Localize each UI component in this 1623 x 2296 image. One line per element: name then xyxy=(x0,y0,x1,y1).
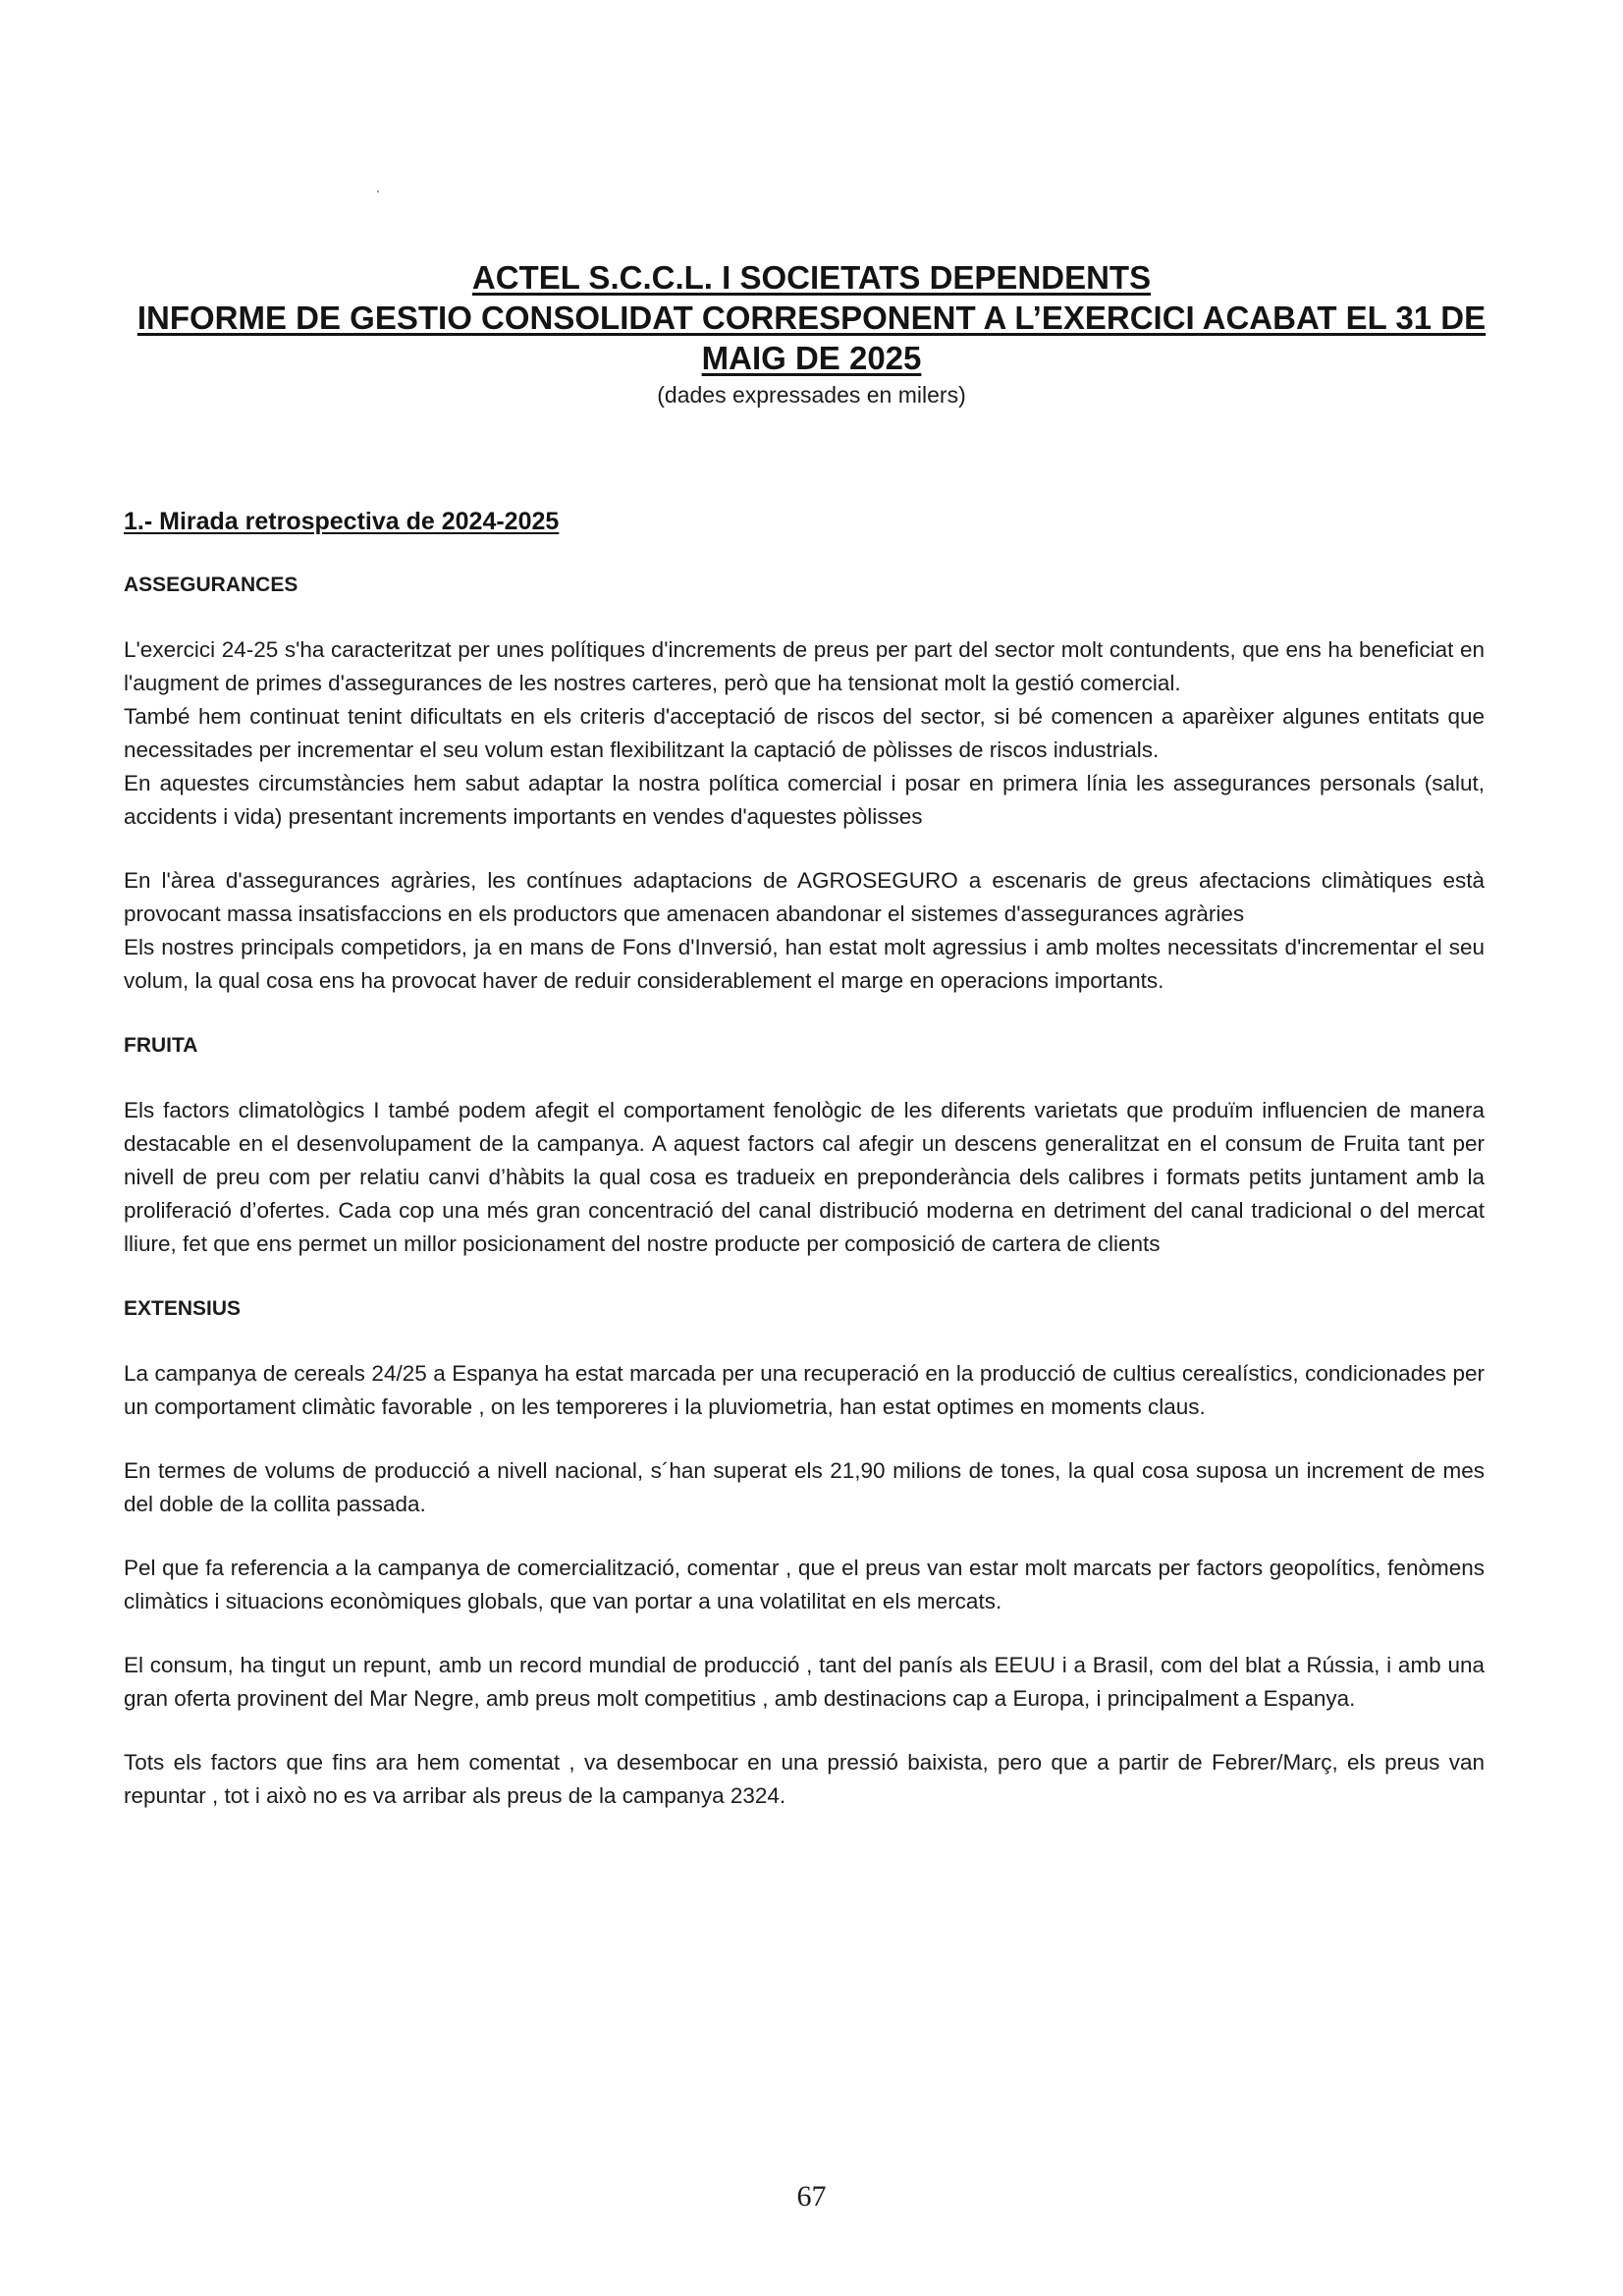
paragraph-gap xyxy=(124,1424,1485,1454)
extensius-paragraph-4: El consum, ha tingut un repunt, amb un record mundial de producció , tant del panís als EEUU i a Brasil, com del blat a Rússia, i amb una gran oferta provinent del Mar Negre, amb preus molt competitius , amb destinacions cap a Europa, i principalment a Espanya. xyxy=(124,1653,1485,1711)
paragraph-gap xyxy=(124,1618,1485,1649)
fruita-paragraph-1: Els factors climatològics I també podem afegit el comportament fenològic de les diferents varietats que produïm influencien de manera destacable en el desenvolupament de la campanya. A aquest factors cal afegir un descens generalitzat en el consum de Fruita tant per nivell de preu com per relatiu canvi d’hàbits la qual cosa es tradueix en preponderància dels calibres i formats petits juntament amb la proliferació d’ofertes. Cada cop una més gran concentració del canal distribució moderna en detriment del canal tradicional o del mercat lliure, fet que ens permet un millor posicionament del nostre producte per composició de cartera de clients xyxy=(124,1098,1485,1256)
assegurances-paragraph-2: També hem continuat tenint dificultats en els criteris d'acceptació de riscos del sector, si bé comencen a aparèixer algunes entitats que necessitades per incrementar el seu volum estan flexibilitzant la captació de pòlisses de riscos industrials. xyxy=(124,704,1485,762)
extensius-paragraph-5: Tots els factors que fins ara hem comentat , va desembocar en una pressió baixista, pero que a partir de Febrer/Març, els preus van repuntar , tot i això no es va arribar als preus de la campanya 2324. xyxy=(124,1750,1485,1808)
extensius-paragraph-3: Pel que fa referencia a la campanya de comercialització, comentar , que el preus van estar molt marcats per factors geopolítics, fenòmens climàtics i situacions econòmiques globals, que van portar a una volatilitat en els mercats. xyxy=(124,1556,1485,1613)
document-title-line-2: INFORME DE GESTIO CONSOLIDAT CORRESPONENT A L’EXERCICI ACABAT EL 31 DE xyxy=(136,300,1487,336)
document-subtitle: (dades expressades en milers) xyxy=(657,382,966,408)
extensius-heading: EXTENSIUS xyxy=(124,1297,242,1320)
fruita-heading: FRUITA xyxy=(124,1034,198,1057)
page-number: 67 xyxy=(796,2180,827,2213)
document-title-line-3: MAIG DE 2025 xyxy=(701,340,922,376)
extensius-paragraph-2: En termes de volums de producció a nivell nacional, s´han superat els 21,90 milions de tones, la qual cosa suposa un increment de mes del doble de la collita passada. xyxy=(124,1458,1485,1516)
section-gap xyxy=(124,1261,1485,1294)
assegurances-paragraph-4: En l'àrea d'assegurances agràries, les contínues adaptacions de AGROSEGURO a escenaris de greus afectacions climàtiques està provocant massa insatisfaccions en els productors que amenacen abandonar el sistemes d'assegurances agràries xyxy=(124,868,1485,926)
paragraph-gap xyxy=(124,1716,1485,1746)
extensius-paragraph-1: La campanya de cereals 24/25 a Espanya ha estat marcada per una recuperació en la producció de cultius cerealístics, condicionades per un comportament climàtic favorable , on les temporeres i la pluviometria, han estat optimes en moments claus. xyxy=(124,1361,1485,1419)
paragraph-gap xyxy=(124,1521,1485,1552)
assegurances-heading: ASSEGURANCES xyxy=(124,574,298,596)
scan-speck xyxy=(377,191,379,192)
assegurances-paragraph-3: En aquestes circumstàncies hem sabut adaptar la nostra política comercial i posar en primera línia les assegurances personals (salut, accidents i vida) presentant increments importants en vendes d'aquestes pòlisses xyxy=(124,771,1485,829)
section-gap xyxy=(124,998,1485,1031)
document-body xyxy=(124,506,1485,1813)
document-title-line-1: ACTEL S.C.C.L. I SOCIETATS DEPENDENTS xyxy=(471,259,1152,296)
paragraph-gap xyxy=(124,834,1485,864)
section-title: 1.- Mirada retrospectiva de 2024-2025 xyxy=(124,508,560,535)
assegurances-paragraph-5: Els nostres principals competidors, ja en mans de Fons d'Inversió, han estat molt agressius i amb moltes necessitats d'incrementar el seu volum, la qual cosa ens ha provocat haver de reduir considerablement el marge en operacions importants. xyxy=(124,935,1485,993)
assegurances-paragraph-1: L'exercici 24-25 s'ha caracteritzat per unes polítiques d'increments de preus per part del sector molt contundents, que ens ha beneficiat en l'augment de primes d'assegurances de les nostres carteres, però que ha tensionat molt la gestió comercial. xyxy=(124,637,1485,695)
title-block xyxy=(98,257,1525,410)
